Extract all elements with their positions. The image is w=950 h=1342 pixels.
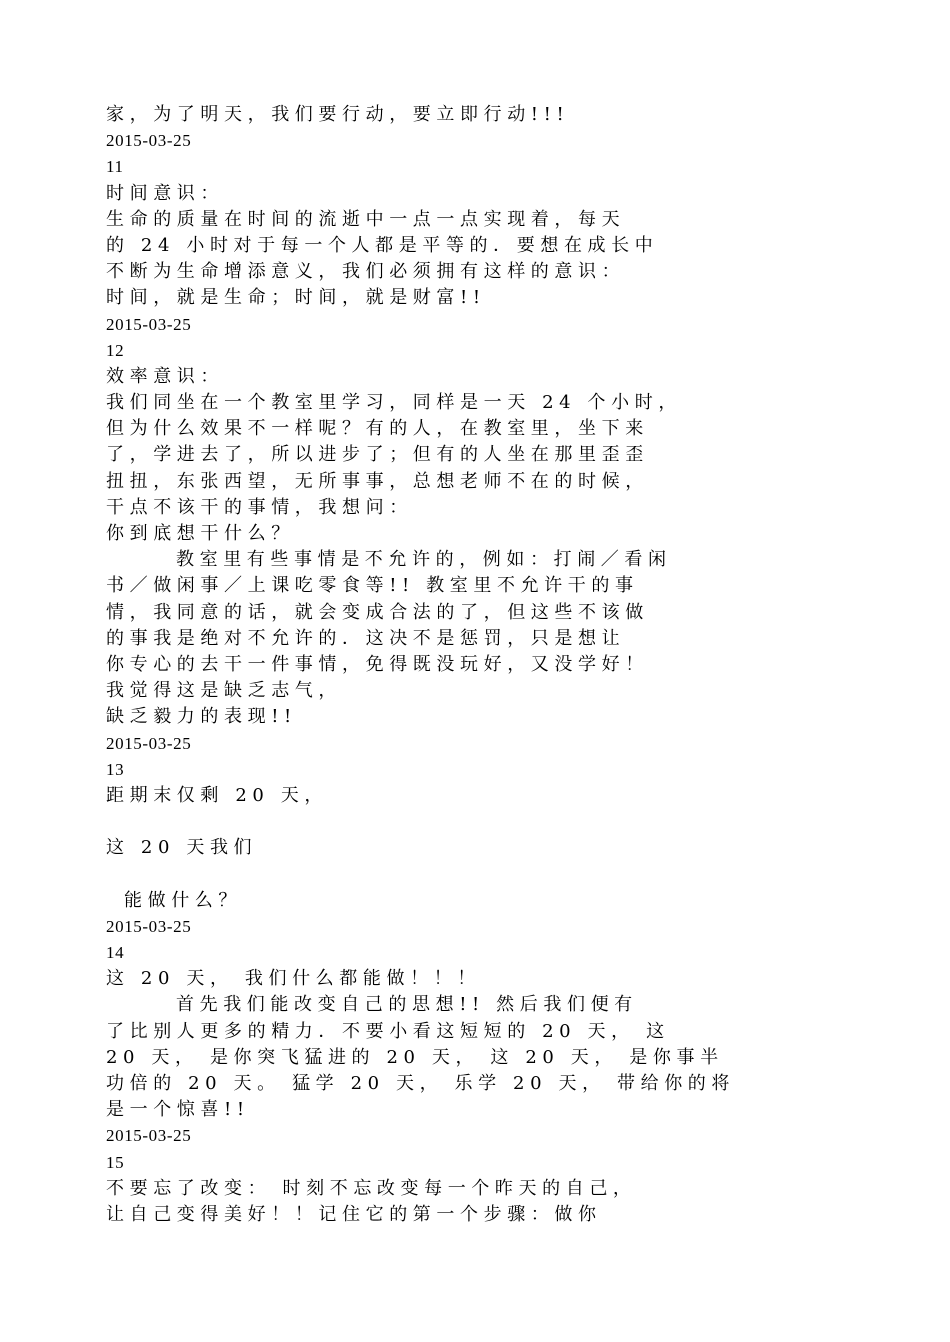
entry-date: 2015-03-25 bbox=[106, 733, 192, 753]
text-line: 你专心的去干一件事情，免得既没玩好，又没学好！ bbox=[106, 653, 649, 675]
text-line: 你到底想干什么？ bbox=[106, 523, 295, 544]
entry-number: 11 bbox=[106, 157, 124, 177]
text-line: 但为什么效果不一样呢？有的人，在教室里，坐下来 bbox=[106, 418, 649, 440]
text-line: 不要忘了改变： 时刻不忘改变每一个昨天的自己， bbox=[106, 1177, 637, 1199]
text-line: 是一个惊喜!! bbox=[106, 1099, 250, 1121]
entry-number: 13 bbox=[106, 759, 125, 779]
text-line: 了，学进去了，所以进步了；但有的人坐在那里歪歪 bbox=[106, 444, 649, 466]
entry-date: 2015-03-25 bbox=[106, 131, 192, 151]
text-line: 情，我同意的话，就会变成合法的了，但这些不该做 bbox=[106, 601, 649, 623]
entry-date: 2015-03-25 bbox=[106, 1126, 192, 1146]
text-line: 教室里有些事情是不允许的，例如：打闹／看闲 bbox=[176, 549, 672, 571]
text-line: 干点不该干的事情，我想问： bbox=[106, 496, 413, 518]
text-line: 生命的质量在时间的流逝中一点一点实现着，每天 bbox=[106, 208, 626, 230]
blank-line bbox=[106, 809, 846, 835]
text-line: 缺乏毅力的表现!! bbox=[106, 706, 297, 728]
text-line: 这 20 天我们 bbox=[106, 837, 258, 859]
text-line: 距期末仅剩 20 天， bbox=[106, 784, 328, 806]
entry-number: 12 bbox=[106, 340, 125, 360]
blank-line bbox=[106, 861, 846, 887]
text-line: 家，为了明天，我们要行动，要立即行动!!! bbox=[106, 104, 570, 125]
text-line: 的 24 小时对于每一个人都是平等的．要想在成长中 bbox=[106, 234, 659, 256]
section-heading: 效率意识： bbox=[106, 365, 224, 387]
text-line: 的事我是绝对不允许的．这决不是惩罚，只是想让 bbox=[106, 627, 626, 649]
text-line: 首先我们能改变自己的思想!! 然后我们便有 bbox=[176, 994, 638, 1016]
section-heading: 时间意识： bbox=[106, 182, 224, 204]
text-line: 书／做闲事／上课吃零食等!! 教室里不允许干的事 bbox=[106, 575, 639, 597]
text-line: 能做什么？ bbox=[124, 889, 242, 911]
text-line: 我们同坐在一个教室里学习，同样是一天 24 个小时， bbox=[106, 392, 682, 414]
text-line: 功倍的 20 天。 猛学 20 天， 乐学 20 天， 带给你的将 bbox=[106, 1072, 736, 1094]
text-line: 扭扭，东张西望，无所事事，总想老师不在的时候， bbox=[106, 470, 649, 492]
entry-number: 14 bbox=[106, 943, 125, 962]
text-line: 不断为生命增添意义，我们必须拥有这样的意识： bbox=[106, 261, 626, 283]
text-line: 20 天， 是你突飞猛进的 20 天， 这 20 天， 是你事半 bbox=[106, 1046, 724, 1068]
section-heading: 这 20 天， 我们什么都能做！！！ bbox=[106, 968, 481, 990]
text-line: 让自己变得美好！！记住它的第一个步骤：做你 bbox=[106, 1203, 602, 1225]
entry-number: 15 bbox=[106, 1152, 125, 1172]
entry-date: 2015-03-25 bbox=[106, 314, 192, 334]
entry-date: 2015-03-25 bbox=[106, 916, 192, 936]
text-line: 我觉得这是缺乏志气， bbox=[106, 680, 342, 702]
text-line: 了比别人更多的精力．不要小看这短短的 20 天， 这 bbox=[106, 1020, 670, 1042]
text-line: 时间，就是生命；时间，就是财富!! bbox=[106, 287, 486, 309]
document-page bbox=[106, 102, 846, 1228]
